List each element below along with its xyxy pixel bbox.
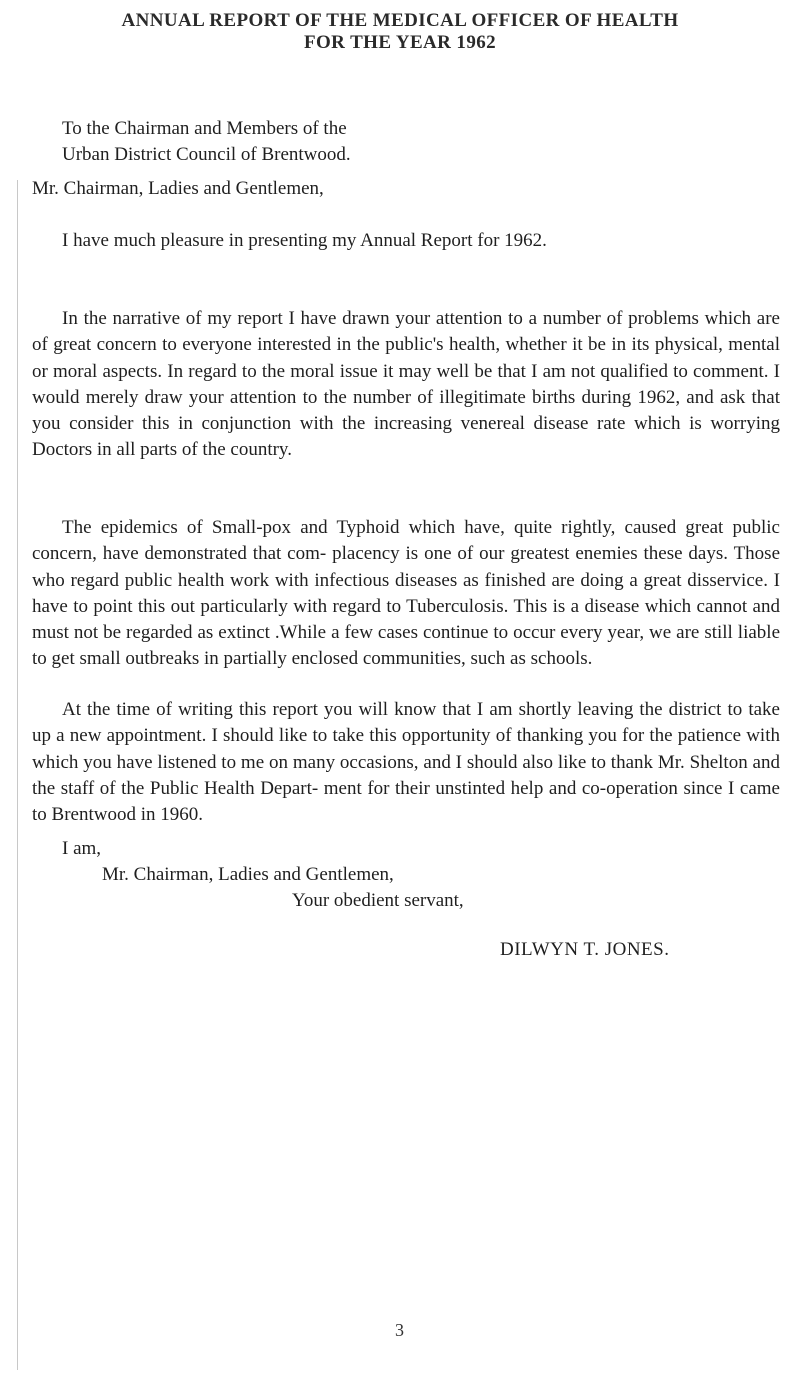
margin-rule (17, 180, 18, 1370)
paragraph-farewell: At the time of writing this report you will know that I am shortly leaving the district to take up a new appointment. I should like to take this opportunity of thanking you for the patience with which you have listened to me on many occasions, and I should also like to thank Mr. Shelton and the staff of the Public Health Depart- ment for their unstinted help and co-operation since I came to Brentwood in 1960. (32, 699, 780, 826)
paragraph-narrative: In the narrative of my report I have drawn your attention to a number of problems which are of great concern to everyone interested in the public's health, whether it be in its physical, mental or moral aspects. In regard to the moral issue it may well be that I am not qualified to comment. I would merely draw your attention to the number of illegitimate births during 1962, and ask that you consider this in conjunction with the increasing venereal disease rate which is worrying Doctors in all parts of the country. (32, 308, 780, 461)
paragraph-epidemics: The epidemics of Small-pox and Typhoid which have, quite rightly, caused great public concern, have demonstrated that com- placency is one of our greatest enemies these days. Those who regard public health work with infectious diseases as finished are doing a great disservice. I have to point this out particularly with regard to Tuberculosis. This is a disease which cannot and must not be regarded as extinct .While a few cases continue to occur every year, we are still liable to get small outbreaks in partially enclosed communities, such as schools. (32, 517, 780, 670)
addressee (62, 116, 351, 168)
closing-line-2: Mr. Chairman, Ladies and Gentlemen, (102, 864, 394, 885)
addressee-line-1: To the Chairman and Members of the (62, 118, 347, 139)
salutation: Mr. Chairman, Ladies and Gentlemen, (32, 178, 324, 199)
report-title-line-2: FOR THE YEAR 1962 (303, 32, 497, 53)
addressee-line-2: Urban District Council of Brentwood. (62, 144, 351, 165)
closing-line-1: I am, (62, 838, 102, 859)
closing (62, 836, 464, 914)
report-title-line-1: ANNUAL REPORT OF THE MEDICAL OFFICER OF HEALTH (121, 10, 679, 31)
paragraph-intro: I have much pleasure in presenting my Annual Report for 1962. (62, 230, 547, 251)
signature: DILWYN T. JONES. (500, 939, 670, 960)
report-title (40, 10, 760, 54)
closing-line-3: Your obedient servant, (292, 890, 464, 911)
page-number: 3 (395, 1320, 404, 1340)
